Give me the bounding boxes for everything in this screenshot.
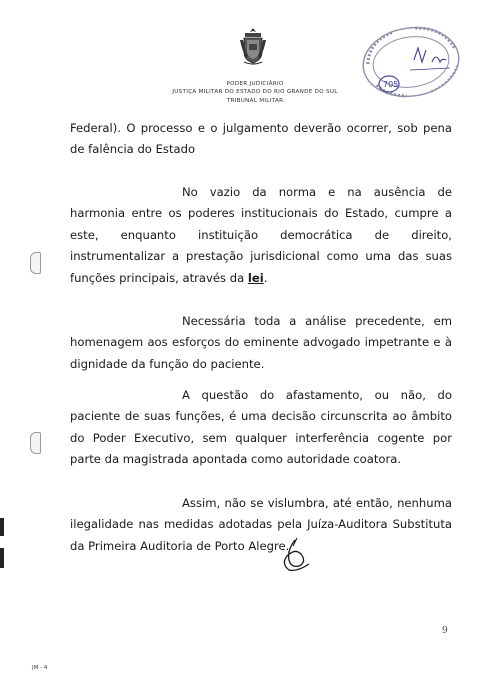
form-code: JM - 4 <box>32 665 48 671</box>
punch-hole-lower <box>30 432 41 454</box>
page-number: 9 <box>442 626 448 636</box>
letterhead-line-2: JUSTIÇA MILITAR DO ESTADO DO RIO GRANDE DO SUL <box>172 89 338 96</box>
punch-hole-upper <box>30 252 41 274</box>
letterhead-line-3: TRIBUNAL MILITAR <box>226 97 284 104</box>
paragraph-2 <box>70 182 452 289</box>
binding-mark-bottom <box>0 548 4 568</box>
letterhead <box>130 80 380 105</box>
paragraph-1 <box>70 118 452 161</box>
paragraph-2-text: No vazio da norma e na ausência de harmonia entre os poderes institucionais do Estado, cumpre a este, enquanto instituição democrática de direito, instrumentalizar a prestação jurisdicional como uma das suas funções principais, através da <box>70 185 452 285</box>
coat-of-arms-icon <box>238 26 268 66</box>
paragraph-3-text: Necessária toda a análise precedente, em homenagem aos esforços do eminente advogado impetrante e à dignidade da função do paciente. <box>70 314 452 371</box>
paragraph-5 <box>70 493 452 557</box>
court-stamp <box>352 18 470 106</box>
paragraph-3 <box>70 311 452 375</box>
paragraph-5-text: Assim, não se vislumbra, até então, nenhuma ilegalidade nas medidas adotadas pela Juíza-Auditora Substituta da Primeira Auditoria de Porto Alegre. <box>70 496 452 553</box>
binding-mark-top <box>0 518 4 536</box>
paragraph-4-text: A questão do afastamento, ou não, do paciente de suas funções, é uma decisão circunscrita ao âmbito do Poder Executivo, sem qualquer interferência cogente por parte da magistrada apontada como autoridade coatora. <box>70 388 452 467</box>
emphasized-word-lei: lei <box>247 270 264 285</box>
handwritten-rubric <box>275 536 317 572</box>
letterhead-line-1: PODER JUDICIÁRIO <box>226 81 284 87</box>
paragraph-1-text: Federal). O processo e o julgamento deverão ocorrer, sob pena de falência do Estado <box>70 121 452 157</box>
paragraph-4 <box>70 385 452 471</box>
stamp-sheet-number: 705 <box>383 80 399 89</box>
paragraph-2-end: . <box>263 270 268 285</box>
